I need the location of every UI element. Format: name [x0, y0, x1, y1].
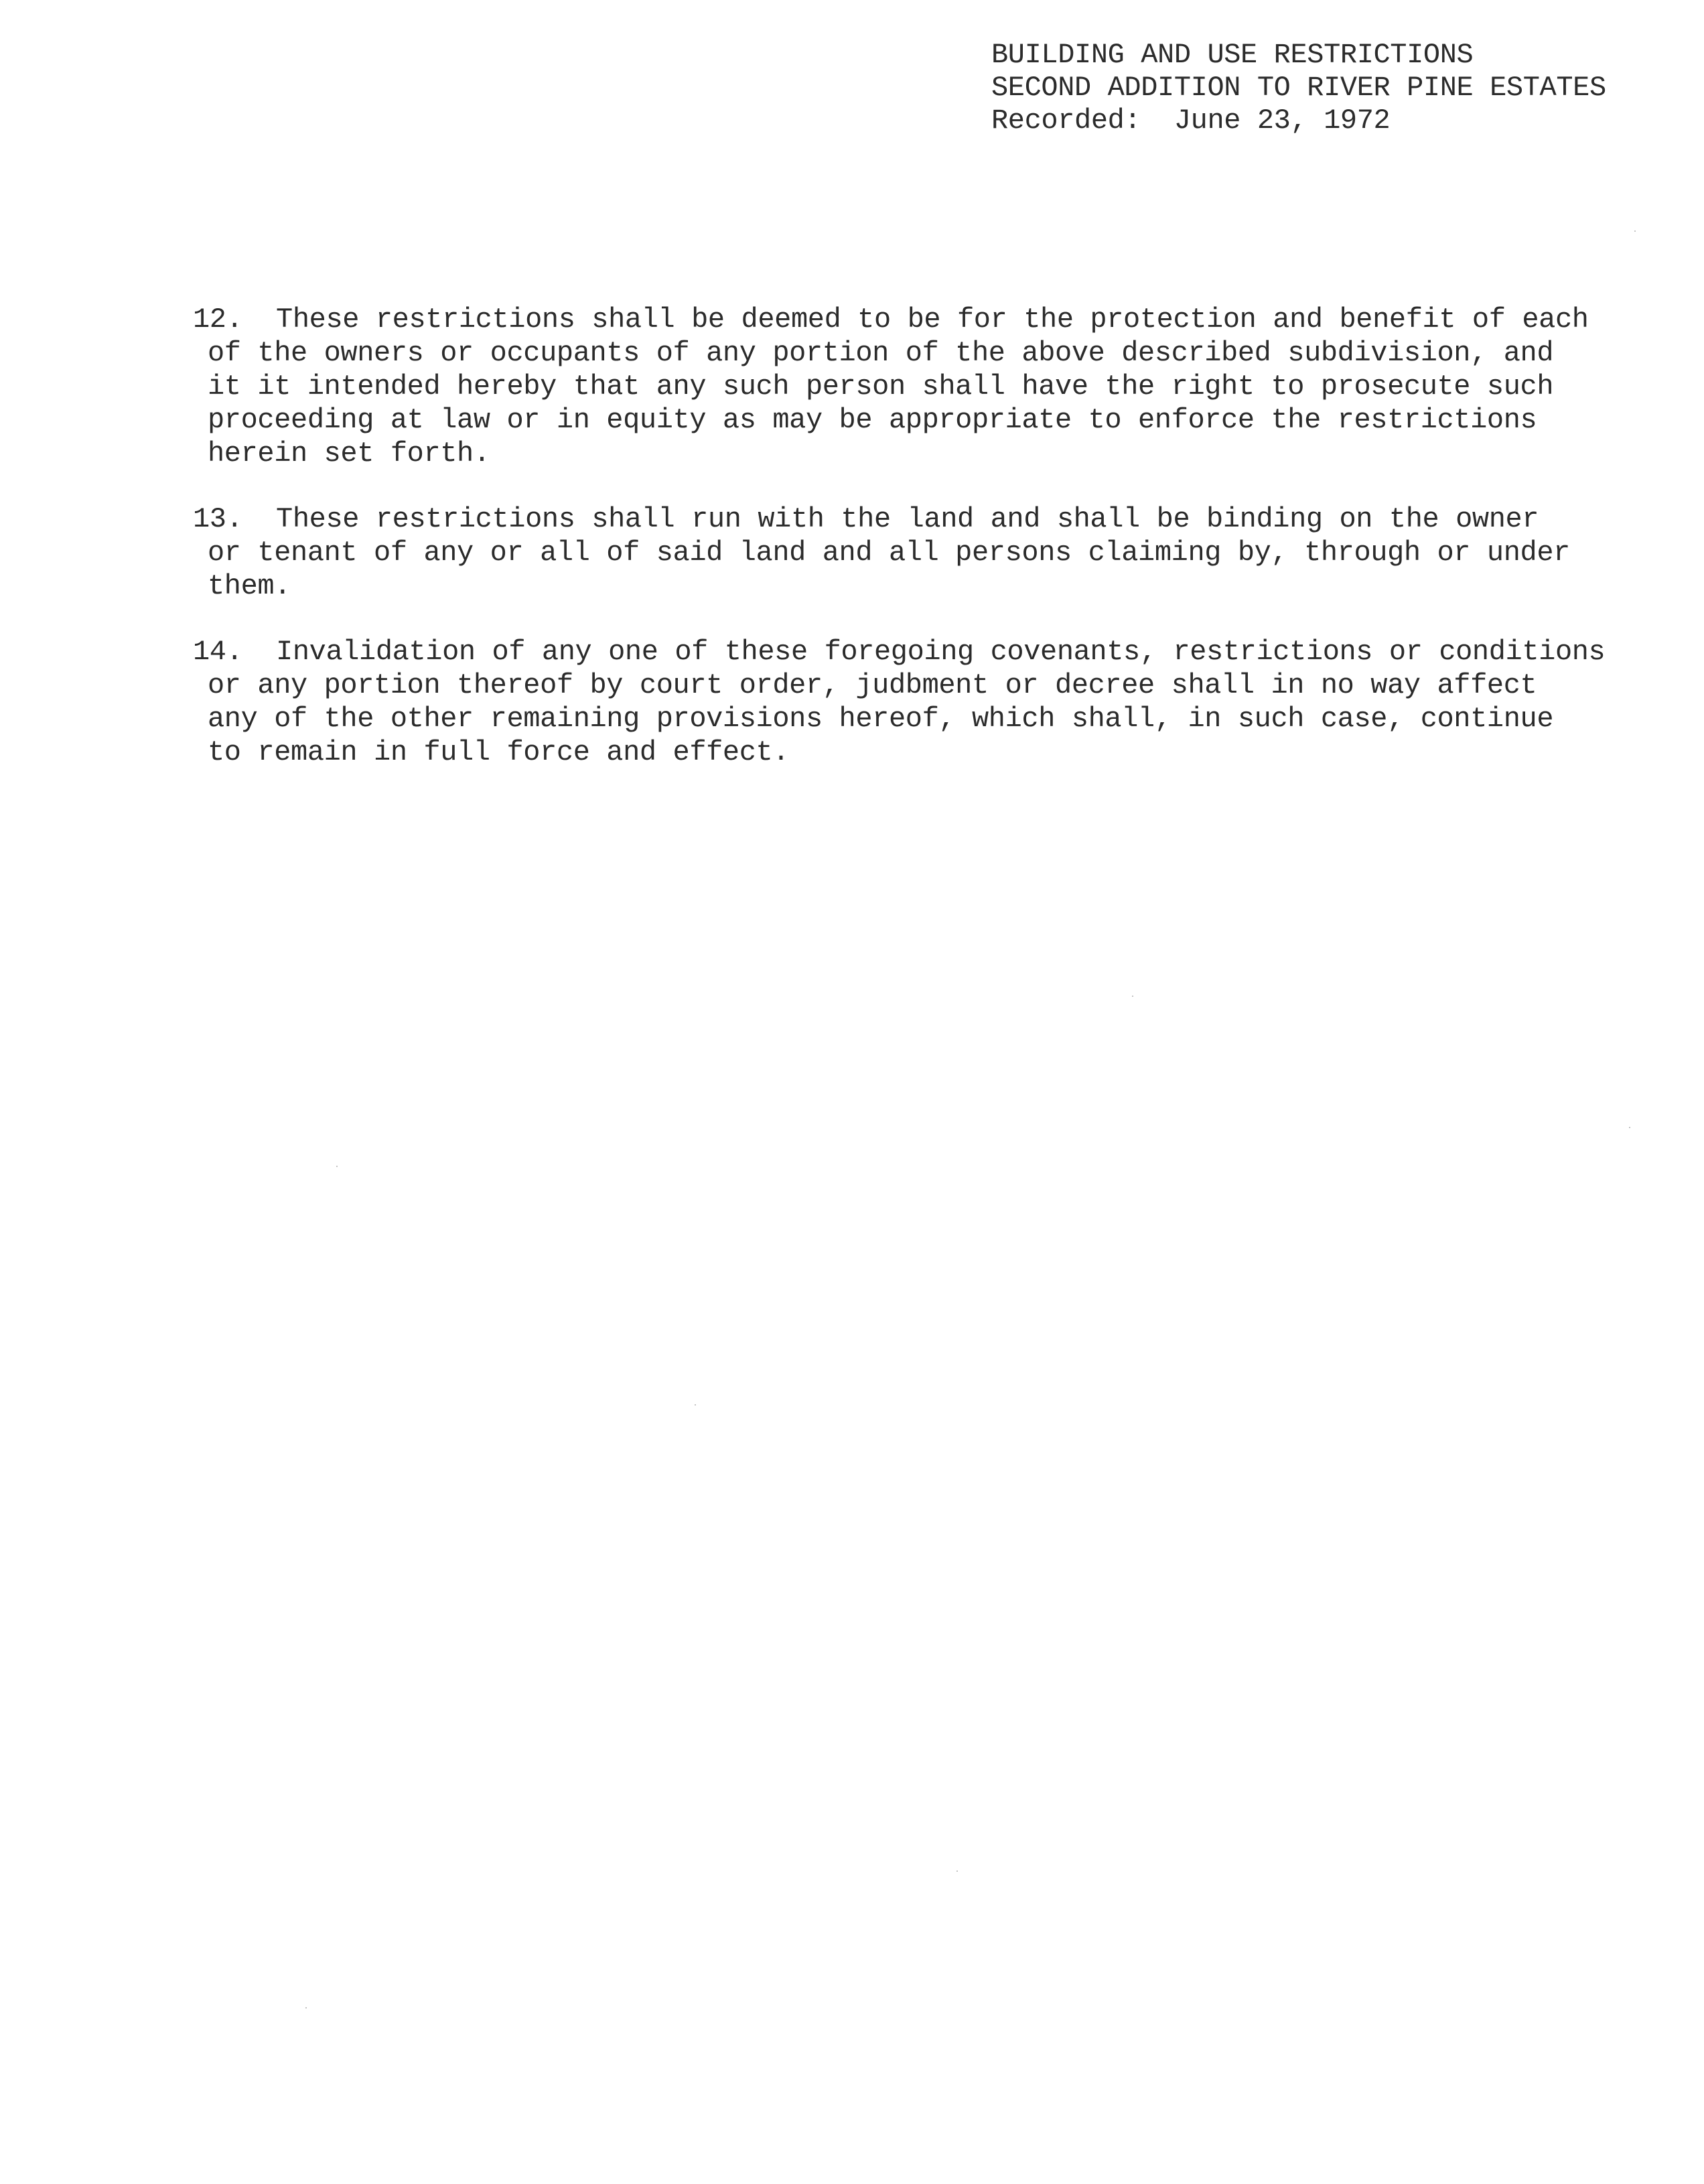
paragraph-line: proceeding at law or in equity as may be appropriate to enforce the restrictions	[208, 404, 1537, 436]
paragraph-line: any of the other remaining provisions hereof, which shall, in such case, continue	[208, 703, 1554, 735]
paragraph-first-line: Invalidation of any one of these foregoing covenants, restrictions or conditions	[242, 636, 1606, 668]
scan-speck	[956, 1870, 958, 1872]
scan-speck	[695, 1404, 696, 1406]
paragraph-number: 14.	[193, 636, 243, 668]
header-recorded-date: Recorded: June 23, 1972	[991, 105, 1391, 137]
paragraph-line: herein set forth.	[208, 437, 490, 470]
scan-speck	[305, 2007, 307, 2008]
scan-speck	[1629, 1127, 1630, 1128]
paragraph-first-line: These restrictions shall run with the land and shall be binding on the owner	[242, 503, 1539, 535]
scan-speck	[1634, 230, 1636, 232]
scan-speck	[1132, 996, 1133, 997]
paragraph-14	[193, 635, 1626, 769]
paragraph-line: of the owners or occupants of any portion of the above described subdivision, and	[208, 337, 1554, 369]
header-subtitle: SECOND ADDITION TO RIVER PINE ESTATES	[991, 72, 1606, 104]
paragraph-line: or any portion thereof by court order, judbment or decree shall in no way affect	[208, 669, 1537, 701]
paragraph-number: 13.	[193, 503, 243, 535]
paragraph-12	[193, 303, 1626, 470]
scan-speck	[336, 1166, 338, 1167]
paragraph-line: to remain in full force and effect.	[208, 736, 790, 768]
paragraph-number: 12.	[193, 303, 243, 336]
paragraph-line: or tenant of any or all of said land and all persons claiming by, through or under	[208, 537, 1570, 569]
paragraph-line: them.	[208, 570, 291, 602]
paragraph-13	[193, 502, 1626, 603]
header-title: BUILDING AND USE RESTRICTIONS	[991, 39, 1474, 71]
document-header	[991, 39, 1675, 137]
paragraph-line: it it intended hereby that any such person shall have the right to prosecute such	[208, 370, 1554, 403]
paragraph-first-line: These restrictions shall be deemed to be for the protection and benefit of each	[242, 303, 1589, 336]
